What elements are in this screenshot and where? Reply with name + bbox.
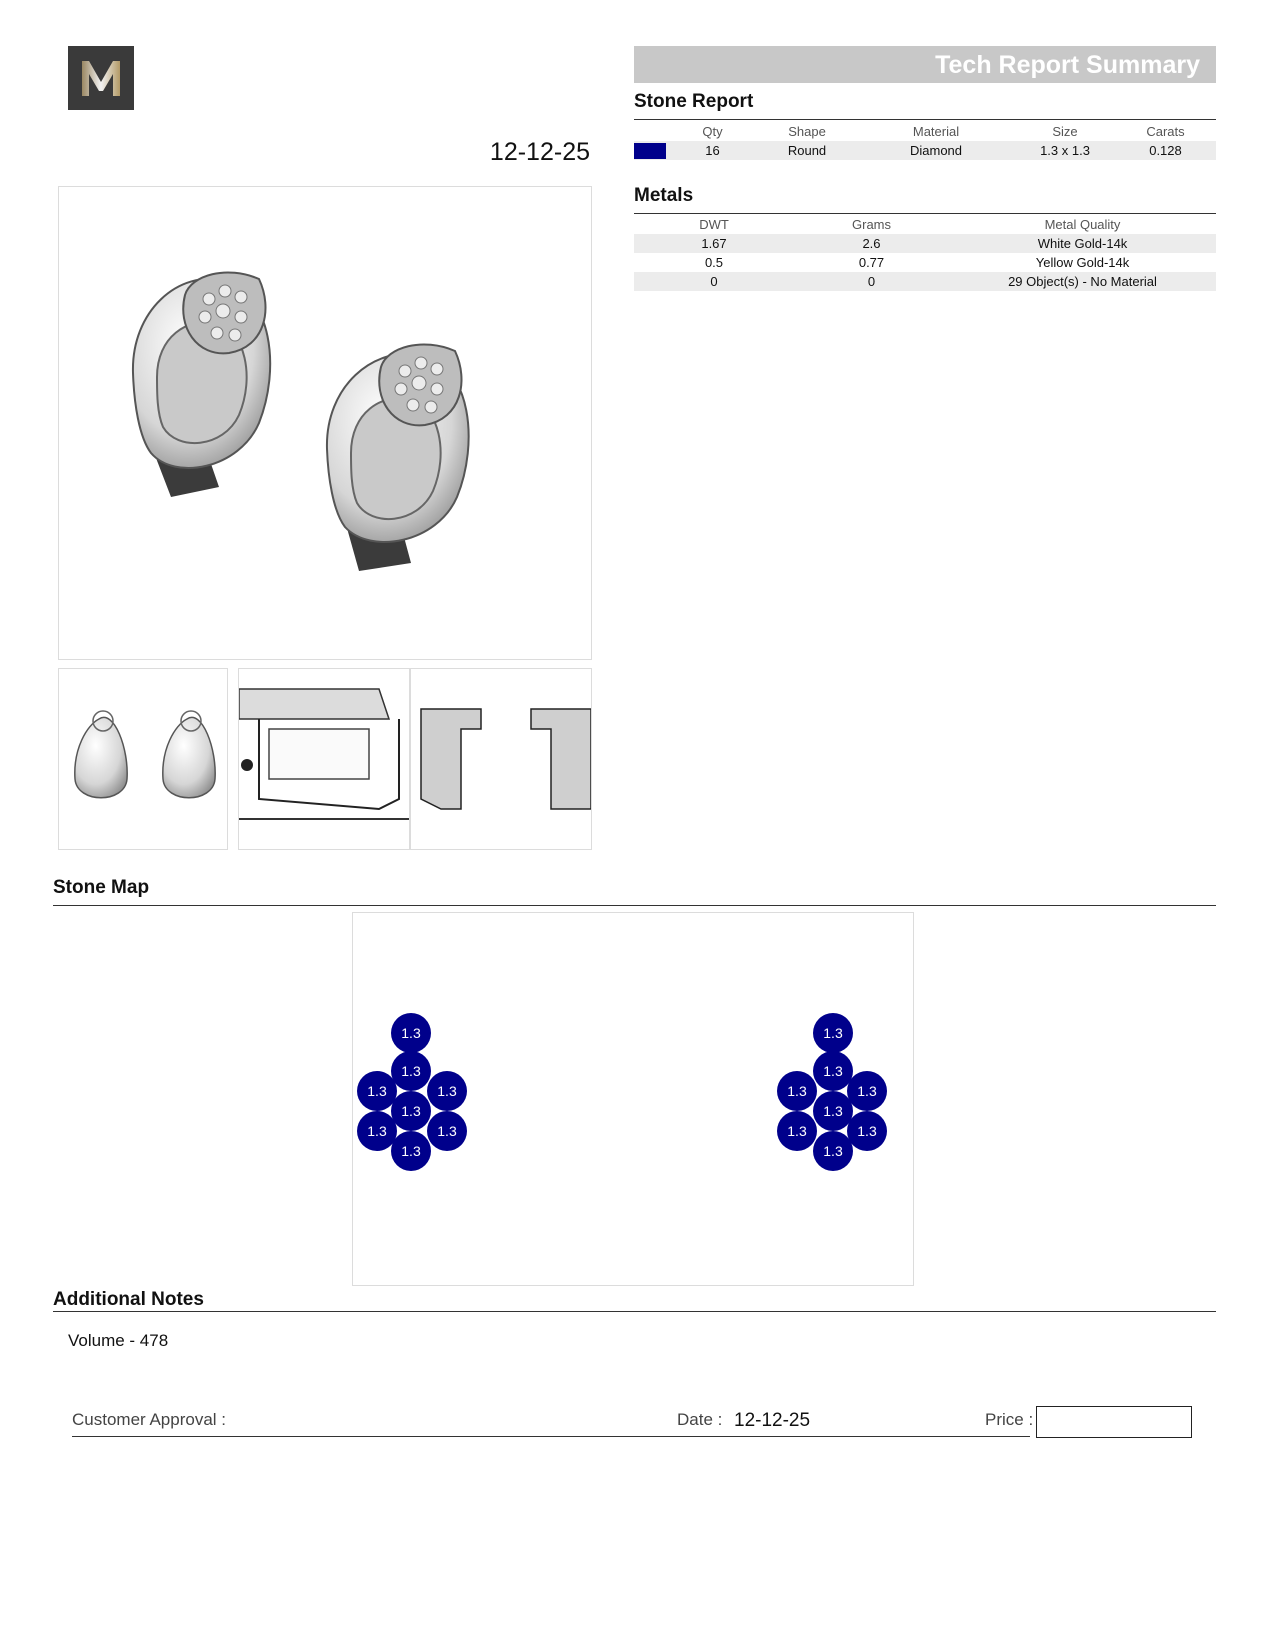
stone-color-swatch [634, 143, 666, 159]
stone-marker: 1.3 [813, 1091, 853, 1131]
col-dwt: DWT [699, 217, 729, 232]
notes-divider [53, 1311, 1216, 1312]
stone-map-divider [53, 905, 1216, 906]
stone-marker: 1.3 [391, 1051, 431, 1091]
stone-report-heading: Stone Report [634, 91, 754, 112]
metal-row [634, 272, 1216, 291]
col-size: Size [1052, 124, 1078, 139]
thumbnail-front-view [58, 668, 228, 850]
stone-report-divider [634, 119, 1216, 120]
stone-marker: 1.3 [427, 1071, 467, 1111]
metals-divider [634, 213, 1216, 214]
metal-row [634, 253, 1216, 272]
col-grams: Grams [852, 217, 891, 232]
notes-heading: Additional Notes [53, 1289, 204, 1310]
stone-marker: 1.3 [847, 1071, 887, 1111]
right-earring [327, 344, 469, 571]
stone-material: Diamond [857, 141, 1015, 160]
logo-mark [68, 46, 134, 110]
col-carats: Carats [1146, 124, 1185, 139]
metals-table [634, 215, 1216, 291]
stone-marker: 1.3 [813, 1131, 853, 1171]
profile-views-render [411, 669, 591, 849]
thumbnail-profile-views [410, 668, 592, 850]
col-qty: Qty [702, 124, 723, 139]
metal-grams: 2.6 [794, 234, 949, 253]
stone-marker: 1.3 [391, 1013, 431, 1053]
stone-marker: 1.3 [357, 1071, 397, 1111]
stone-map-panel [352, 912, 914, 1286]
stone-row [634, 141, 1216, 160]
metal-grams: 0.77 [858, 255, 885, 270]
report-date: 12-12-25 [489, 138, 590, 166]
stone-map-heading: Stone Map [53, 877, 150, 898]
report-title: Tech Report Summary [935, 51, 1200, 79]
metal-quality: White Gold-14k [949, 234, 1216, 253]
earrings-render [59, 187, 591, 659]
main-render-image [58, 186, 592, 660]
stone-marker: 1.3 [847, 1111, 887, 1151]
approval-date-value: 12-12-25 [734, 1410, 811, 1431]
side-closeup-render [239, 669, 409, 849]
stone-marker: 1.3 [777, 1071, 817, 1111]
stone-size: 1.3 x 1.3 [1015, 141, 1115, 160]
metal-dwt: 1.67 [634, 234, 794, 253]
col-material: Material [912, 124, 960, 139]
col-metal-quality: Metal Quality [1044, 217, 1121, 232]
metal-quality: 29 Object(s) - No Material [949, 272, 1216, 291]
company-logo [68, 46, 134, 110]
stone-marker: 1.3 [813, 1013, 853, 1053]
metal-dwt: 0.5 [704, 255, 724, 270]
stone-marker: 1.3 [427, 1111, 467, 1151]
metal-grams: 0 [794, 272, 949, 291]
metals-heading: Metals [634, 185, 694, 206]
metal-row [634, 234, 1216, 253]
stone-report-table [634, 122, 1216, 160]
metal-dwt: 0 [634, 272, 794, 291]
customer-approval-label: Customer Approval : [72, 1410, 227, 1429]
price-box[interactable] [1036, 1406, 1192, 1438]
stone-marker: 1.3 [391, 1091, 431, 1131]
price-label: Price : [985, 1410, 1034, 1429]
col-shape: Shape [788, 124, 826, 139]
stone-marker: 1.3 [777, 1111, 817, 1151]
metals-header-row [634, 215, 1216, 234]
stone-marker: 1.3 [391, 1131, 431, 1171]
left-earring [133, 272, 270, 497]
front-view-render [59, 669, 227, 849]
notes-text: Volume - 478 [68, 1331, 169, 1350]
stone-report-header-row [634, 122, 1216, 141]
report-title-bar [634, 46, 1216, 83]
approval-signature-line [72, 1436, 1030, 1437]
stone-shape: Round [757, 141, 857, 160]
stone-marker: 1.3 [813, 1051, 853, 1091]
metal-quality: Yellow Gold-14k [1035, 255, 1130, 270]
stone-marker: 1.3 [357, 1111, 397, 1151]
stone-qty: 16 [668, 141, 757, 160]
thumbnail-side-closeup [238, 668, 410, 850]
date-label: Date : [677, 1410, 723, 1429]
stone-carats: 0.128 [1115, 141, 1216, 160]
